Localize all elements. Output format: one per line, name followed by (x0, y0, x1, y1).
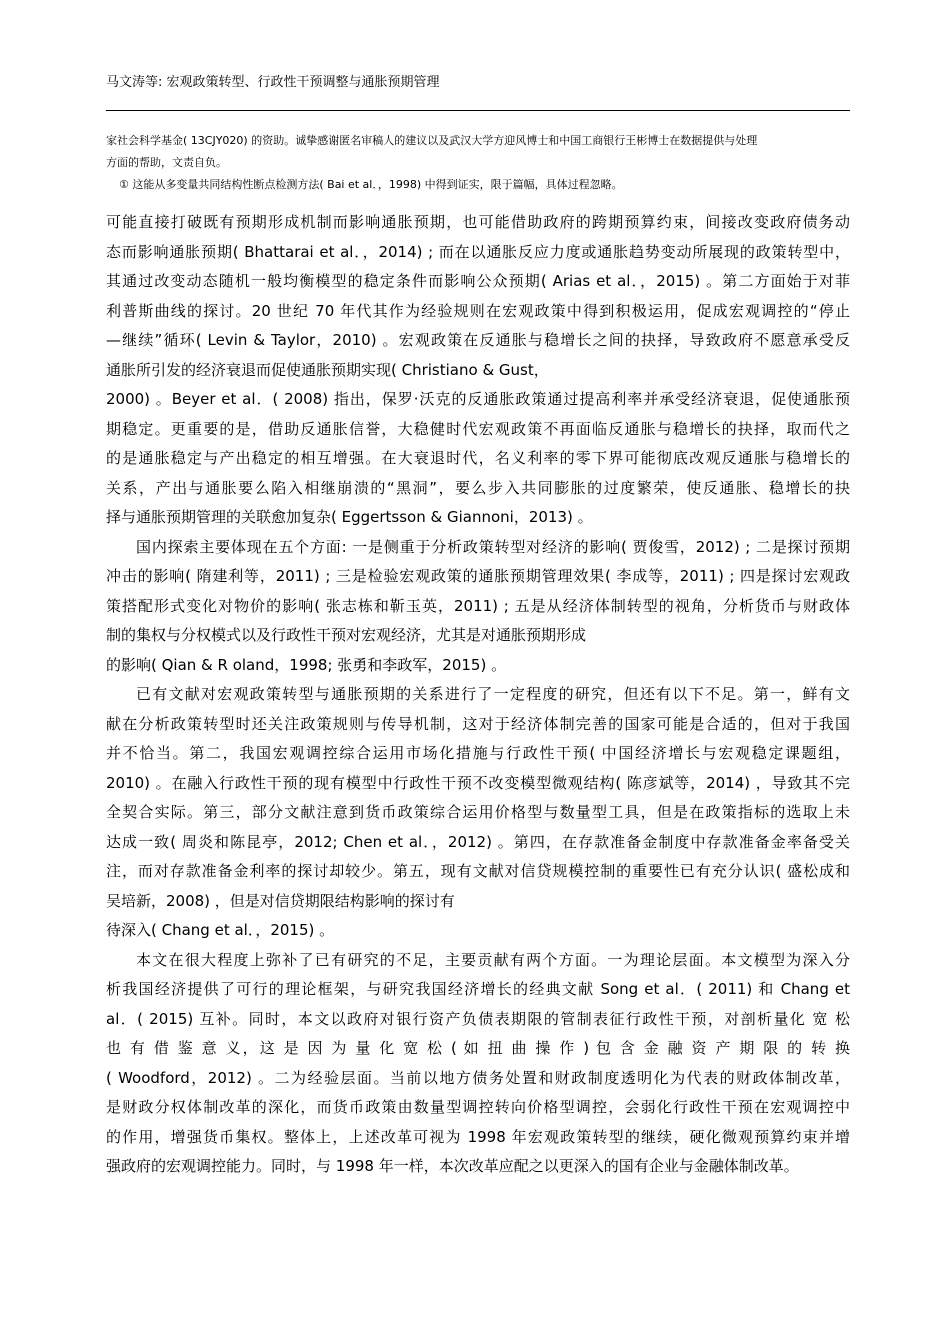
body-line: 达成一致( 周炎和陈昆亭，2012; Chen et al．，2012) 。第四，在存款准备金制度中存款准备金率备受关 (106, 832, 850, 851)
body-line: 已有文献对宏观政策转型与通胀预期的关系进行了一定程度的研究，但还有以下不足。第一，鲜有文 (136, 685, 850, 703)
body-line: 并不恰当。第二，我国宏观调控综合运用市场化措施与行政性干预( 中国经济增长与宏观稳定课题组， (106, 744, 850, 762)
footnote-line: 方面的帮助，文责自负。 (106, 156, 227, 169)
body-line: 的影响( Qian & R oland，1998; 张勇和李政军，2015) 。 (106, 655, 507, 674)
body-line: 可能直接打破既有预期形成机制而影响通胀预期，也可能借助政府的跨期预算约束，间接改变政府债务动 (106, 213, 850, 231)
body-line: 冲击的影响( 隋建利等，2011) ; 三是检验宏观政策的通胀预期管理效果( 李成等，2011) ; 四是探讨宏观政 (106, 567, 850, 585)
body-line: 强政府的宏观调控能力。同时，与 1998 年一样，本次改革应配之以更深入的国有企业与金融体制改革。 (106, 1157, 799, 1175)
body-line: 的是通胀稳定与产出稳定的相互增强。在大衰退时代，名义利率的零下界可能彻底改观反通胀与稳增长的 (106, 449, 850, 467)
body-line: 关系，产出与通胀要么陷入相继崩溃的“黑洞”，要么步入共同膨胀的过度繁荣，使反通胀、稳增长的抉 (106, 478, 850, 497)
footnote-line: ① 这能从多变量共同结构性断点检测方法( Bai et al．，1998) 中得到证实，限于篇幅，具体过程忽略。 (119, 178, 623, 191)
body-line: 的作用，增强货币集权。整体上，上述改革可视为 1998 年宏观政策转型的继续，硬化微观预算约束并增 (106, 1127, 850, 1146)
body-line: 2000) 。Beyer et al．( 2008) 指出，保罗·沃克的反通胀政策通过提高利率并承受经济衰退，促使通胀预 (106, 390, 850, 408)
body-line: al．( 2015) 互补。同时，本文以政府对银行资产负债表期限的管制表征行政性干预，对剖析量化 宽 松 (106, 1009, 850, 1028)
header-rule (106, 110, 850, 111)
body-line: 通胀所引发的经济衰退而促使通胀预期实现( Christiano & Gust， (106, 360, 549, 379)
body-line: 2010) 。在融入行政性干预的现有模型中行政性干预不改变模型微观结构( 陈彦斌等，2014) ，导致其不完 (106, 773, 850, 792)
body-line: 本文在很大程度上弥补了已有研究的不足，主要贡献有两个方面。一为理论层面。本文模型为深入分 (136, 950, 850, 969)
body-line: 利普斯曲线的探讨。20 世纪 70 年代其作为经验规则在宏观政策中得到积极运用，促成宏观调控的“停止 (106, 301, 850, 320)
body-line: 态而影响通胀预期( Bhattarai et al．，2014) ; 而在以通胀反应力度或通胀趋势变动所展现的政策转型中， (106, 242, 850, 261)
body-line: 也 有 借 鉴 意 义，这 是 因 为 量 化 宽 松 ( 如 扭 曲 操 作 ) 包 含 金 融 资 产 期 限 的 转 换 (106, 1039, 850, 1057)
body-line: 策搭配形式变化对物价的影响( 张志栋和靳玉英，2011) ; 五是从经济体制转型的视角，分析货币与财政体 (106, 596, 850, 615)
body-line: 全契合实际。第三，部分文献注意到货币政策综合运用价格型与数量型工具，但是在政策指标的选取上未 (106, 803, 850, 821)
body-line: 国内探索主要体现在五个方面: 一是侧重于分析政策转型对经济的影响( 贾俊雪，2012) ; 二是探讨预期 (136, 537, 850, 556)
body-line: —继续”循环( Levin & Taylor，2010) 。宏观政策在反通胀与稳增长之间的抉择，导致政府不愿意承受反 (106, 331, 850, 349)
body-line: 献在分析政策转型时还关注政策规则与传导机制，这对于经济体制完善的国家可能是合适的，但对于我国 (106, 714, 850, 733)
body-text (106, 208, 850, 1182)
body-line: 待深入( Chang et al．，2015) 。 (106, 921, 335, 939)
body-line: ( Woodford，2012) 。二为经验层面。当前以地方债务处置和财政制度透明化为代表的财政体制改革， (106, 1068, 850, 1087)
body-line: 是财政分权体制改革的深化，而货币政策由数量型调控转向价格型调控，会弱化行政性干预在宏观调控中 (106, 1098, 850, 1116)
footnote-line: 家社会科学基金( 13CJY020) 的资助。诚挚感谢匿名审稿人的建议以及武汉大学方迎风博士和中国工商银行王彬博士在数据提供与处理 (106, 134, 758, 147)
body-line: 析我国经济提供了可行的理论框架，与研究我国经济增长的经典文献 Song et al．( 2011) 和 Chang et (106, 980, 850, 998)
footnotes (106, 130, 850, 196)
body-line: 注，而对存款准备金利率的探讨却较少。第五，现有文献对信贷规模控制的重要性已有充分认识( 盛松成和 (106, 862, 850, 880)
running-head: 马文涛等: 宏观政策转型、行政性干预调整与通胀预期管理 (106, 75, 440, 90)
body-line: 吴培新，2008) ，但是对信贷期限结构影响的探讨有 (106, 891, 455, 910)
body-line: 期稳定。更重要的是，借助反通胀信誉，大稳健时代宏观政策不再面临反通胀与稳增长的抉择，取而代之 (106, 419, 850, 438)
body-line: 其通过改变动态随机一般均衡模型的稳定条件而影响公众预期( Arias et al．，2015) 。第二方面始于对菲 (106, 272, 850, 290)
body-line: 择与通胀预期管理的关联愈加复杂( Eggertsson & Giannoni，2013) 。 (106, 508, 593, 526)
body-line: 制的集权与分权模式以及行政性干预对宏观经济，尤其是对通胀预期形成 (106, 626, 587, 644)
